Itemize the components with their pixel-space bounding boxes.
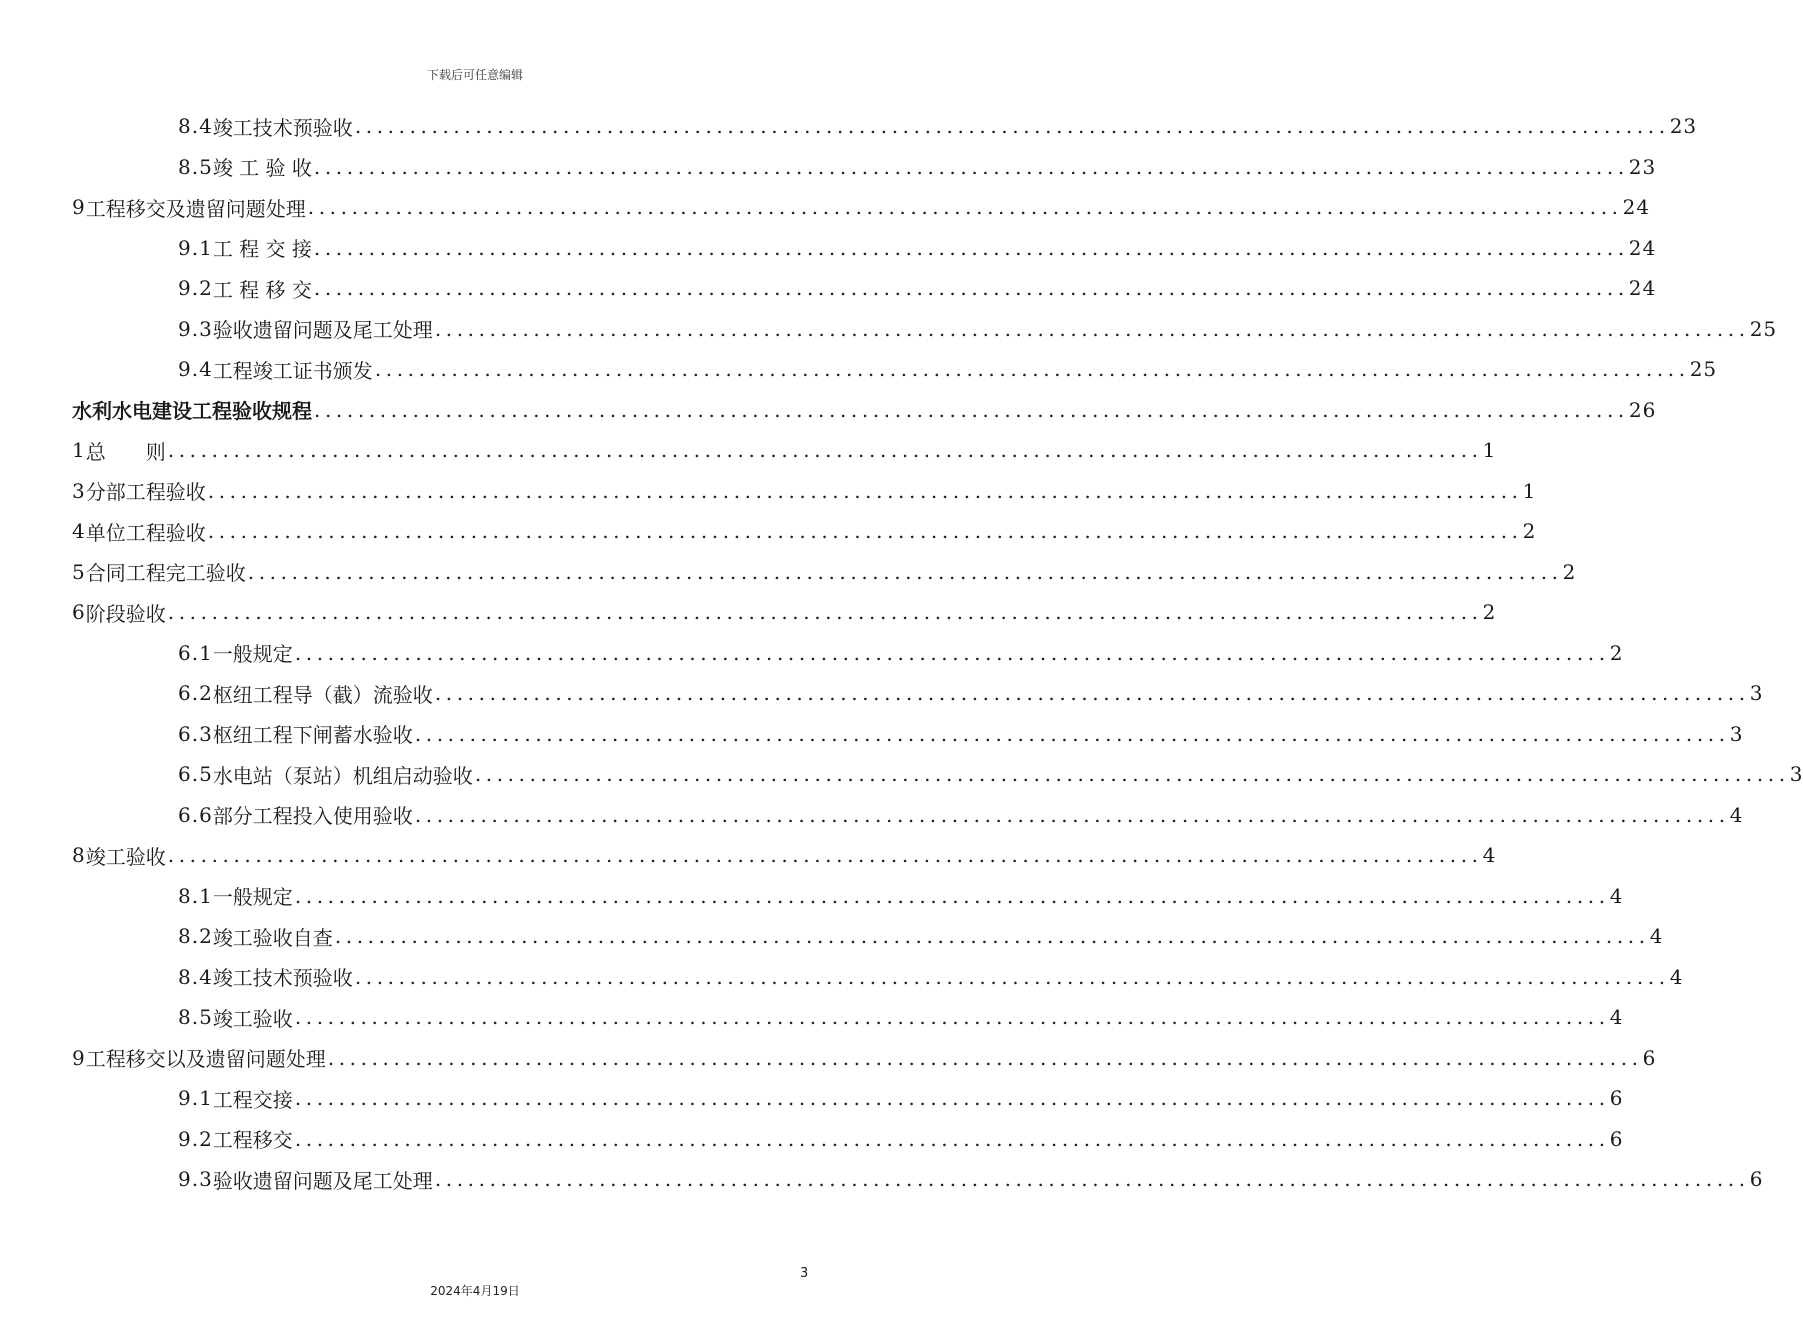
toc-entry-number: 4	[72, 519, 86, 543]
toc-entry-page: 6	[1749, 1167, 1764, 1191]
toc-leader-dots: ........................................................................................................................	[294, 1005, 1610, 1029]
toc-entry-title: 工程竣工证书颁发	[212, 358, 373, 383]
toc-leader-dots: ........................................................................................................................	[354, 114, 1670, 138]
toc-entry-page: 4	[1669, 964, 1684, 989]
toc-entry-number: 6.6	[178, 802, 213, 827]
toc-entry[interactable]	[178, 106, 1698, 146]
toc-entry-title: 部分工程投入使用验收	[212, 804, 413, 828]
toc-entry-number: 8.4	[178, 964, 213, 989]
toc-entry-number: 5	[72, 559, 86, 584]
toc-entry[interactable]	[178, 228, 1657, 268]
toc-entry-page: 4	[1729, 802, 1744, 827]
toc-entry-title: 合同工程完工验收	[85, 561, 246, 585]
toc-entry-number: 8.1	[178, 883, 213, 908]
toc-entry-page: 2	[1562, 559, 1577, 584]
toc-entry-page: 25	[1749, 316, 1778, 341]
toc-leader-dots: ........................................................................................................................	[434, 1167, 1750, 1191]
toc-leader-dots: ........................................................................................................................	[434, 316, 1750, 341]
toc-leader-dots: ........................................................................................................................	[167, 600, 1483, 624]
toc-leader-dots: ........................................................................................................................	[207, 478, 1523, 503]
toc-entry-page: 4	[1482, 843, 1497, 867]
toc-entry[interactable]	[178, 997, 1624, 1037]
toc-entry-number: 8.2	[178, 924, 213, 948]
toc-entry-title: 竣工验收自查	[212, 925, 333, 950]
toc-entry-page: 6	[1609, 1086, 1624, 1110]
toc-entry-page: 1	[1482, 438, 1497, 462]
toc-entry-title: 工程移交	[212, 1128, 293, 1152]
toc-entry-number: 9.2	[178, 1126, 213, 1151]
toc-leader-dots: ........................................................................................................................	[414, 802, 1730, 827]
toc-entry-number: 9.4	[178, 357, 213, 381]
toc-entry-page: 24	[1628, 235, 1657, 260]
toc-leader-dots: ........................................................................................................................	[414, 721, 1730, 746]
page-number: 3	[800, 1266, 809, 1281]
toc-entry-number: 8.5	[178, 154, 213, 179]
toc-entry-title: 水利水电建设工程验收规程	[72, 399, 312, 423]
toc-entry[interactable]	[178, 1078, 1624, 1118]
toc-entry-number: 9.3	[178, 1167, 213, 1191]
toc-entry-page: 4	[1649, 924, 1664, 948]
toc-entry-number: 9.3	[178, 316, 213, 341]
toc-entry-title: 验收遗留问题及尾工处理	[212, 318, 433, 342]
toc-leader-dots: ........................................................................................................................	[314, 397, 1629, 422]
toc-leader-dots: ........................................................................................................................	[474, 762, 1790, 786]
toc-entry[interactable]	[72, 390, 1657, 430]
toc-entry-title: 竣 工 验 收	[212, 156, 312, 180]
toc-entry-page: 3	[1749, 681, 1764, 705]
toc-entry[interactable]	[178, 673, 1764, 713]
toc-entry-page: 26	[1628, 397, 1657, 422]
toc-leader-dots: ........................................................................................................................	[374, 357, 1690, 381]
toc-leader-dots: ........................................................................................................................	[167, 438, 1483, 462]
toc-leader-dots: ........................................................................................................................	[334, 924, 1650, 948]
toc-entry[interactable]	[178, 916, 1664, 956]
toc-entry-number: 8	[72, 843, 86, 867]
toc-entry[interactable]	[178, 1159, 1764, 1199]
toc-entry-number: 6.1	[178, 640, 213, 665]
toc-entry[interactable]	[72, 471, 1537, 511]
toc-entry-title: 枢纽工程导（截）流验收	[212, 682, 433, 707]
toc-leader-dots: ........................................................................................................................	[294, 640, 1610, 665]
toc-entry-page: 4	[1609, 883, 1624, 908]
toc-entry-title: 工程交接	[212, 1087, 293, 1112]
toc-entry-title: 阶段验收	[85, 601, 166, 626]
toc-entry-title: 水电站（泵站）机组启动验收	[212, 763, 473, 788]
toc-leader-dots: ........................................................................................................................	[294, 1086, 1610, 1110]
toc-entry[interactable]	[72, 835, 1497, 875]
toc-leader-dots: ........................................................................................................................	[313, 235, 1629, 260]
toc-entry-page: 24	[1622, 195, 1651, 219]
toc-entry-title: 单位工程验收	[85, 520, 206, 545]
toc-entry-title: 验收遗留问题及尾工处理	[212, 1168, 433, 1193]
toc-entry-number: 6.2	[178, 681, 213, 705]
toc-entry[interactable]	[178, 309, 1778, 349]
toc-entry[interactable]	[178, 795, 1744, 835]
toc-entry[interactable]	[178, 876, 1624, 916]
toc-entry-title: 一般规定	[212, 642, 293, 666]
toc-entry-title: 枢纽工程下闸蓄水验收	[212, 723, 413, 747]
toc-leader-dots: ........................................................................................................................	[313, 276, 1629, 300]
toc-entry-title: 竣工技术预验收	[212, 966, 353, 990]
toc-leader-dots: ........................................................................................................................	[294, 883, 1610, 908]
toc-entry[interactable]	[178, 714, 1744, 754]
toc-leader-dots: ........................................................................................................................	[313, 154, 1629, 179]
toc-entry-page: 23	[1669, 114, 1698, 138]
toc-entry-title: 竣工验收	[212, 1006, 293, 1031]
toc-entry-page: 2	[1609, 640, 1624, 665]
toc-entry-title: 工程移交以及遗留问题处理	[85, 1047, 326, 1071]
toc-entry-title: 总 则	[85, 439, 166, 464]
toc-entry[interactable]	[178, 349, 1718, 389]
toc-entry-page: 24	[1628, 276, 1657, 300]
toc-entry[interactable]	[72, 592, 1497, 632]
toc-leader-dots: ........................................................................................................................	[207, 519, 1523, 543]
toc-entry[interactable]	[178, 268, 1657, 308]
toc-entry-title: 分部工程验收	[85, 480, 206, 504]
toc-leader-dots: ........................................................................................................................	[247, 559, 1563, 584]
toc-entry-title: 竣工验收	[85, 844, 166, 869]
toc-entry[interactable]	[72, 430, 1497, 470]
toc-leader-dots: ........................................................................................................................	[327, 1045, 1643, 1070]
toc-entry-number: 9.2	[178, 276, 213, 300]
toc-entry[interactable]	[72, 187, 1651, 227]
toc-leader-dots: ........................................................................................................................	[434, 681, 1750, 705]
toc-entry[interactable]	[178, 754, 1803, 794]
toc-entry-page: 4	[1609, 1005, 1624, 1029]
toc-entry[interactable]	[178, 1119, 1624, 1159]
toc-entry-number: 9	[72, 1045, 86, 1070]
page-header: 下载后可任意编辑	[426, 68, 523, 82]
toc-entry-number: 8.4	[178, 114, 213, 138]
toc-entry-number: 9.1	[178, 1086, 213, 1110]
toc-entry-page: 1	[1522, 478, 1537, 503]
toc-leader-dots: ........................................................................................................................	[167, 843, 1483, 867]
toc-leader-dots: ........................................................................................................................	[354, 964, 1670, 989]
toc-entry-title: 工程移交及遗留问题处理	[85, 196, 306, 221]
toc-entry[interactable]	[178, 633, 1624, 673]
toc-entry[interactable]	[72, 552, 1577, 592]
toc-entry[interactable]	[72, 1038, 1657, 1078]
toc-entry[interactable]	[178, 957, 1684, 997]
toc-entry-number: 3	[72, 478, 86, 503]
toc-entry-number: 9.1	[178, 235, 213, 260]
toc-leader-dots: ........................................................................................................................	[307, 195, 1623, 219]
toc-entry-number: 6.5	[178, 762, 213, 786]
toc-entry-page: 6	[1609, 1126, 1624, 1151]
toc-entry-number: 6.3	[178, 721, 213, 746]
toc-entry-number: 8.5	[178, 1005, 213, 1029]
toc-entry-title: 工 程 交 接	[212, 237, 312, 261]
toc-entry-page: 25	[1689, 357, 1718, 381]
footer-date: 2024年4月19日	[430, 1284, 520, 1298]
toc-entry-number: 9	[72, 195, 86, 219]
toc-entry-page: 3	[1789, 762, 1803, 786]
toc-leader-dots: ........................................................................................................................	[294, 1126, 1610, 1151]
toc-entry-page: 2	[1482, 600, 1497, 624]
toc-entry-title: 一般规定	[212, 885, 293, 909]
toc-entry-title: 工 程 移 交	[212, 277, 312, 302]
toc-entry[interactable]	[178, 147, 1657, 187]
toc-entry-page: 3	[1729, 721, 1744, 746]
toc-entry-number: 1	[72, 438, 86, 462]
toc-entry-page: 23	[1628, 154, 1657, 179]
toc-entry[interactable]	[72, 511, 1537, 551]
toc-entry-number: 6	[72, 600, 86, 624]
toc-entry-page: 6	[1642, 1045, 1657, 1070]
toc-entry-title: 竣工技术预验收	[212, 115, 353, 140]
toc-entry-page: 2	[1522, 519, 1537, 543]
